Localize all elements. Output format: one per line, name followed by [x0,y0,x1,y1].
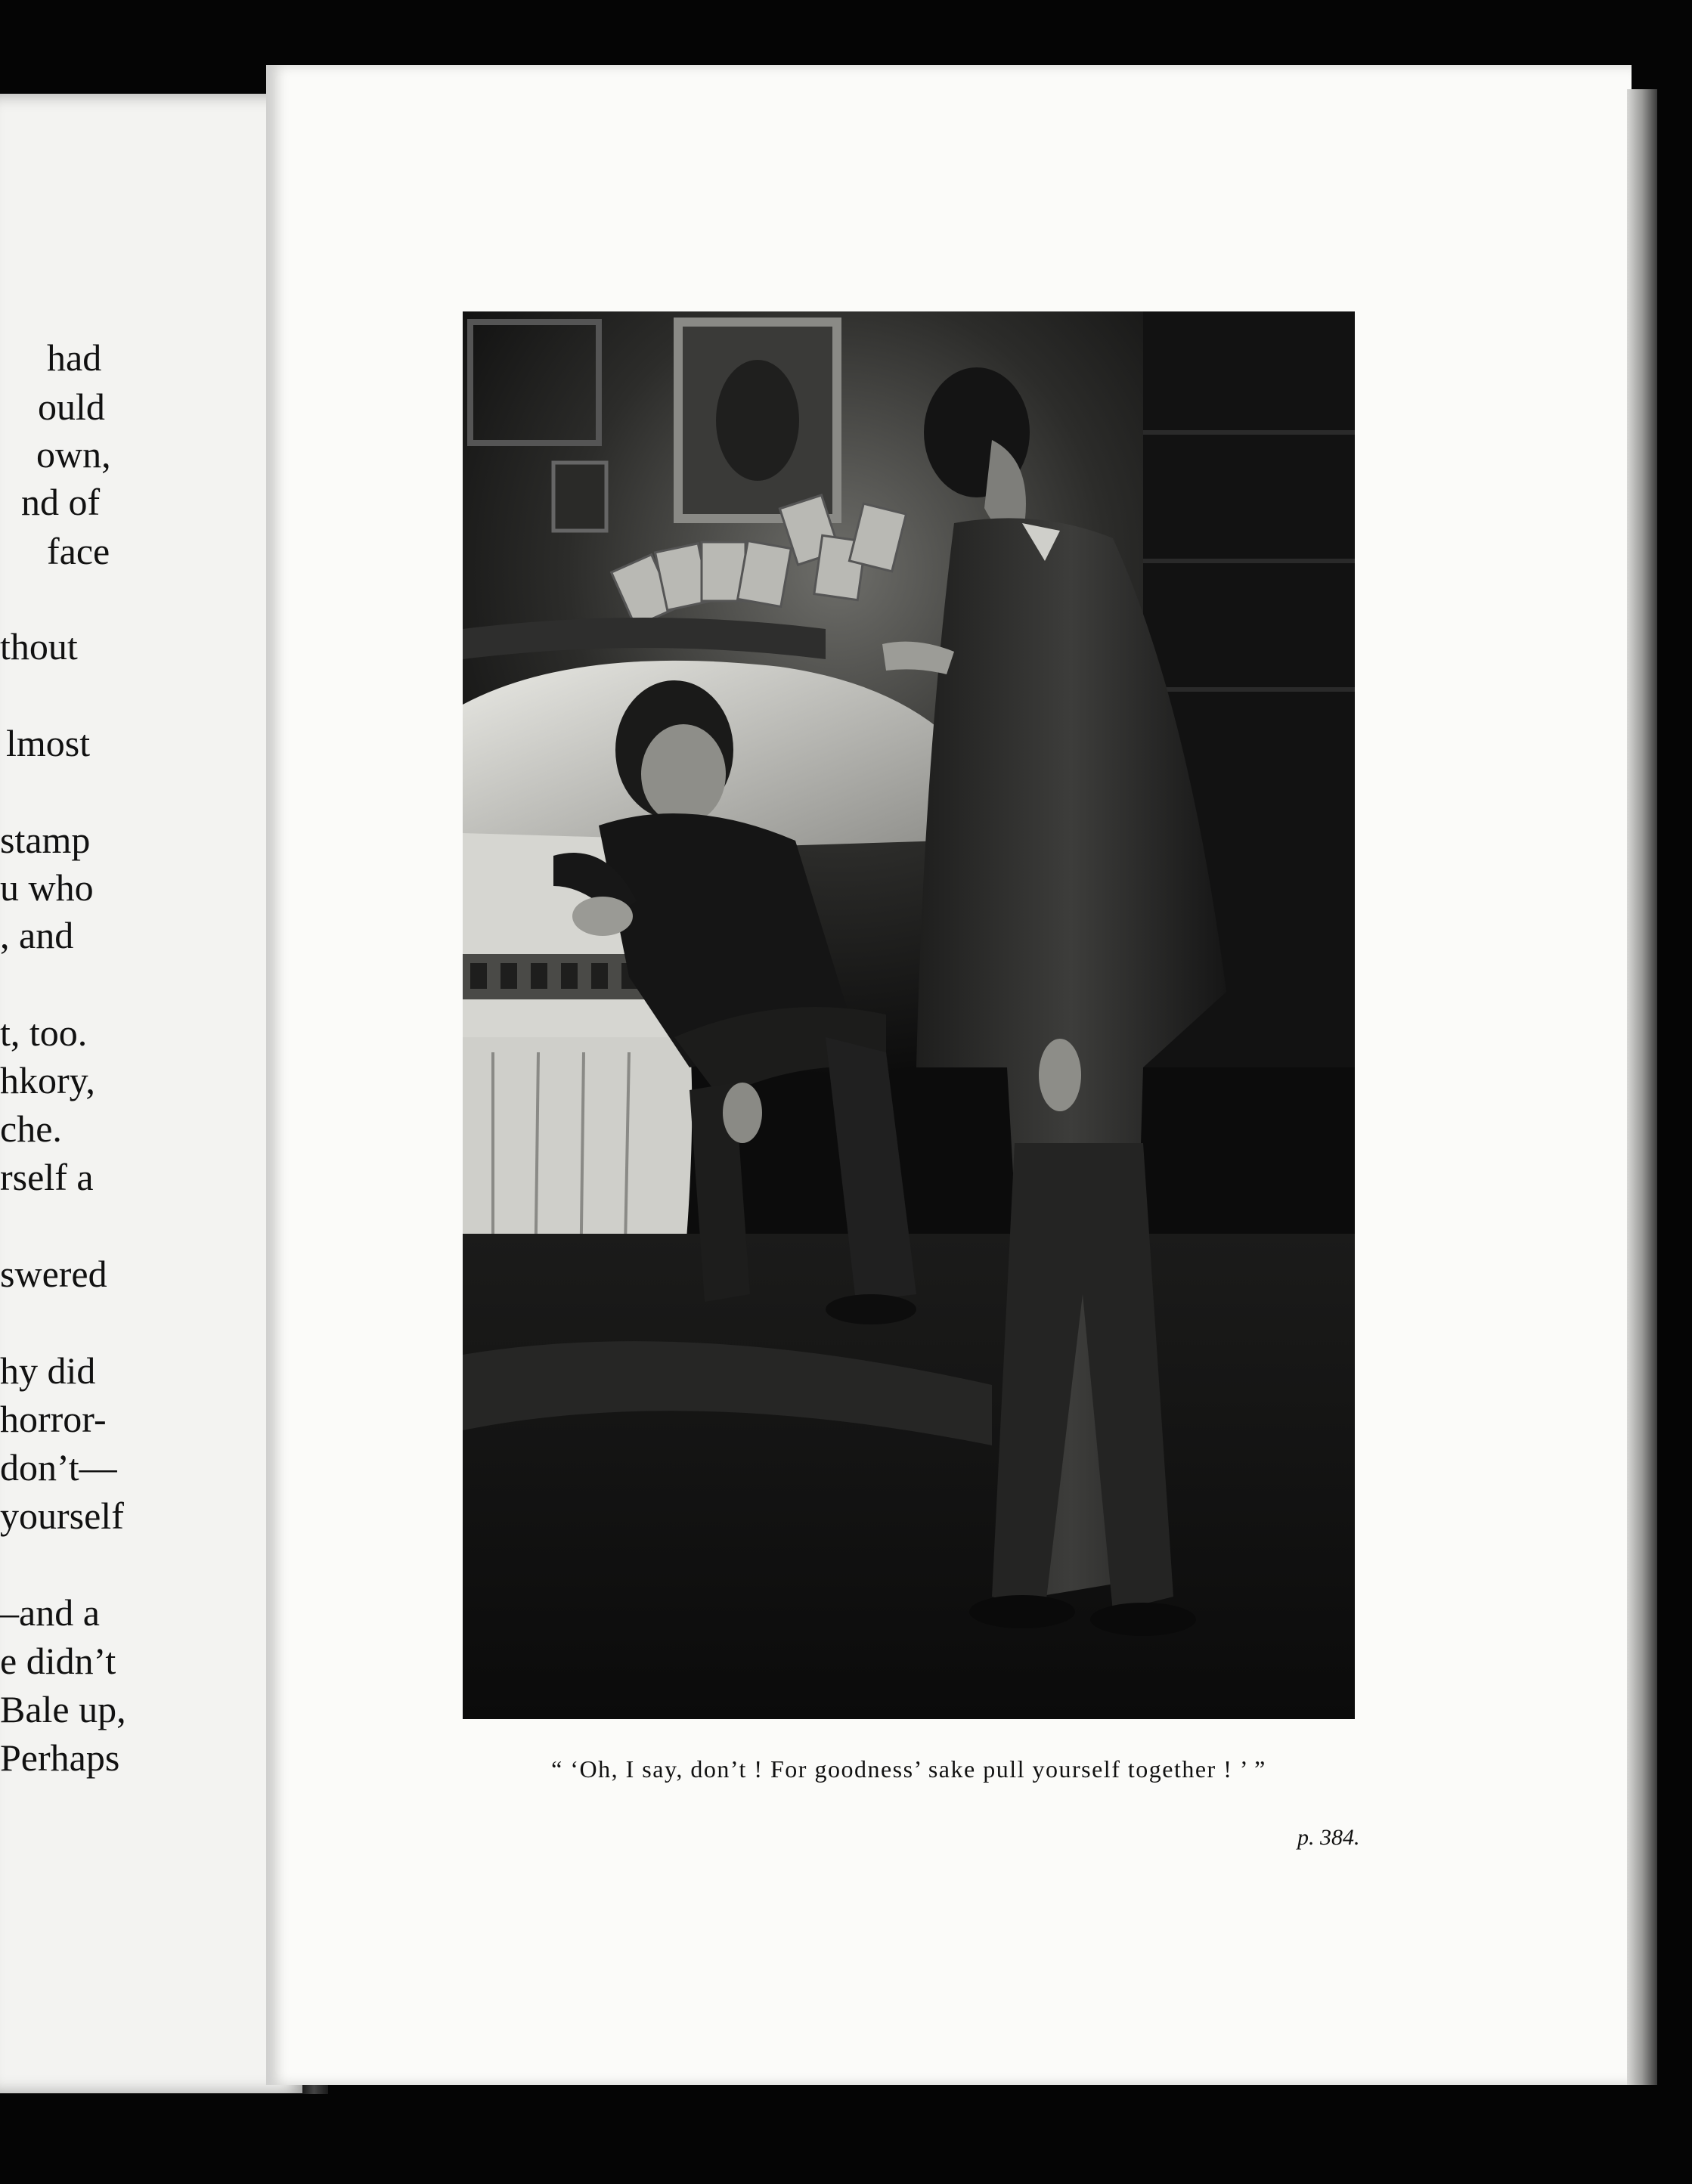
page-edge [1627,89,1657,2085]
text-line: rself a [0,1156,94,1198]
text-line: yourself [0,1495,124,1537]
text-line: thout [0,625,78,668]
text-line: u who [0,866,94,909]
plate-caption: “ ‘Oh, I say, don’t ! For goodness’ sake pull yourself together ! ’ ” [551,1755,1266,1783]
text-line: stamp [0,819,91,861]
text-line: ould [38,386,105,428]
text-line: e didn’t [0,1640,116,1682]
left-page [0,94,310,2093]
text-line: had [47,336,102,379]
text-line: Bale up, [0,1688,126,1730]
wall-picture-small [553,463,606,531]
illustration [463,311,1355,1719]
left-page-text [0,94,310,2093]
text-line: horror- [0,1398,107,1440]
illustration-plate [463,311,1355,1719]
wall-portrait [716,360,799,481]
text-line: swered [0,1253,107,1295]
text-line: lmost [6,722,91,764]
text-line: t, too. [0,1011,88,1054]
text-line: hy did [0,1349,96,1392]
text-line: nd of [21,481,101,523]
text-line: –and a [0,1591,100,1634]
text-line: own, [36,433,111,476]
text-line: , and [0,914,74,956]
text-line: don’t— [0,1446,117,1489]
page-reference: p. 384. [1297,1825,1360,1850]
text-line: hkory, [0,1059,95,1101]
text-line: face [47,530,110,572]
text-line: che. [0,1107,62,1150]
text-line: Perhaps [0,1736,120,1779]
